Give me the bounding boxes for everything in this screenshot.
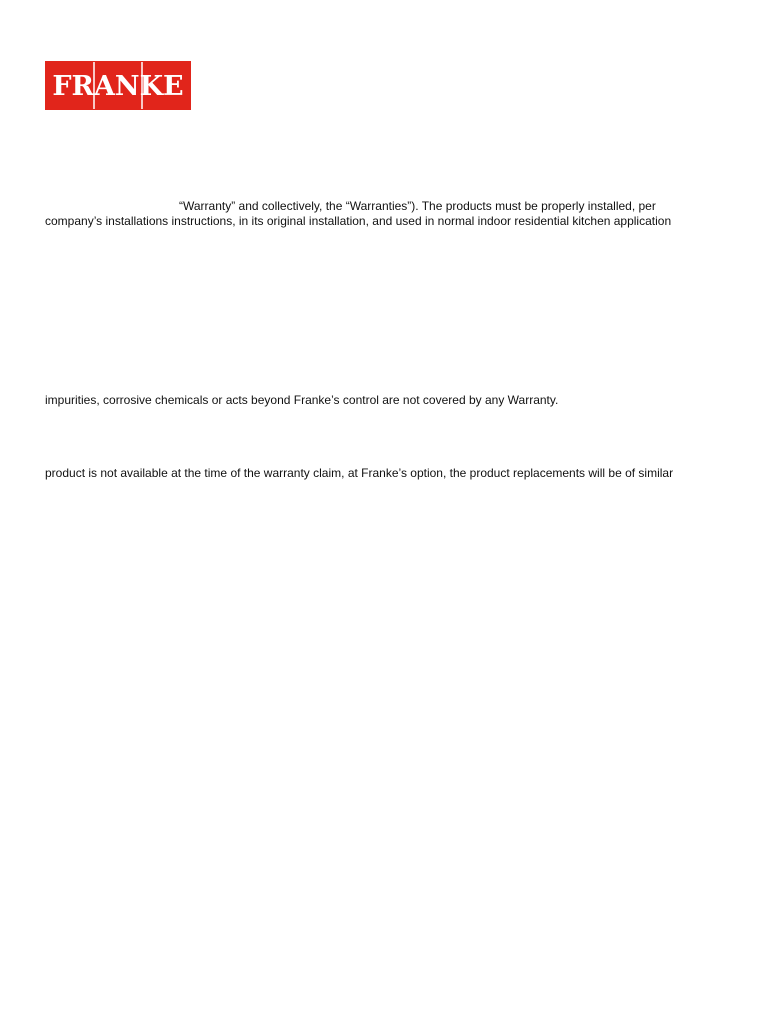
body-text-line: product is not available at the time of the warranty claim, at Franke’s option, the product replacements will be of similar xyxy=(45,466,674,480)
body-text-line: company’s installations instructions, in its original installation, and used in normal indoor residential kitchen application xyxy=(45,214,672,228)
body-text-line: “Warranty” and collectively, the “Warranties”). The products must be properly installed, per xyxy=(179,199,656,213)
logo-wordmark: FRANKE xyxy=(52,71,184,102)
body-text-line: impurities, corrosive chemicals or acts beyond Franke’s control are not covered by any Warranty. xyxy=(45,393,559,407)
franke-logo-mark xyxy=(45,61,191,110)
franke-logo xyxy=(45,61,191,110)
